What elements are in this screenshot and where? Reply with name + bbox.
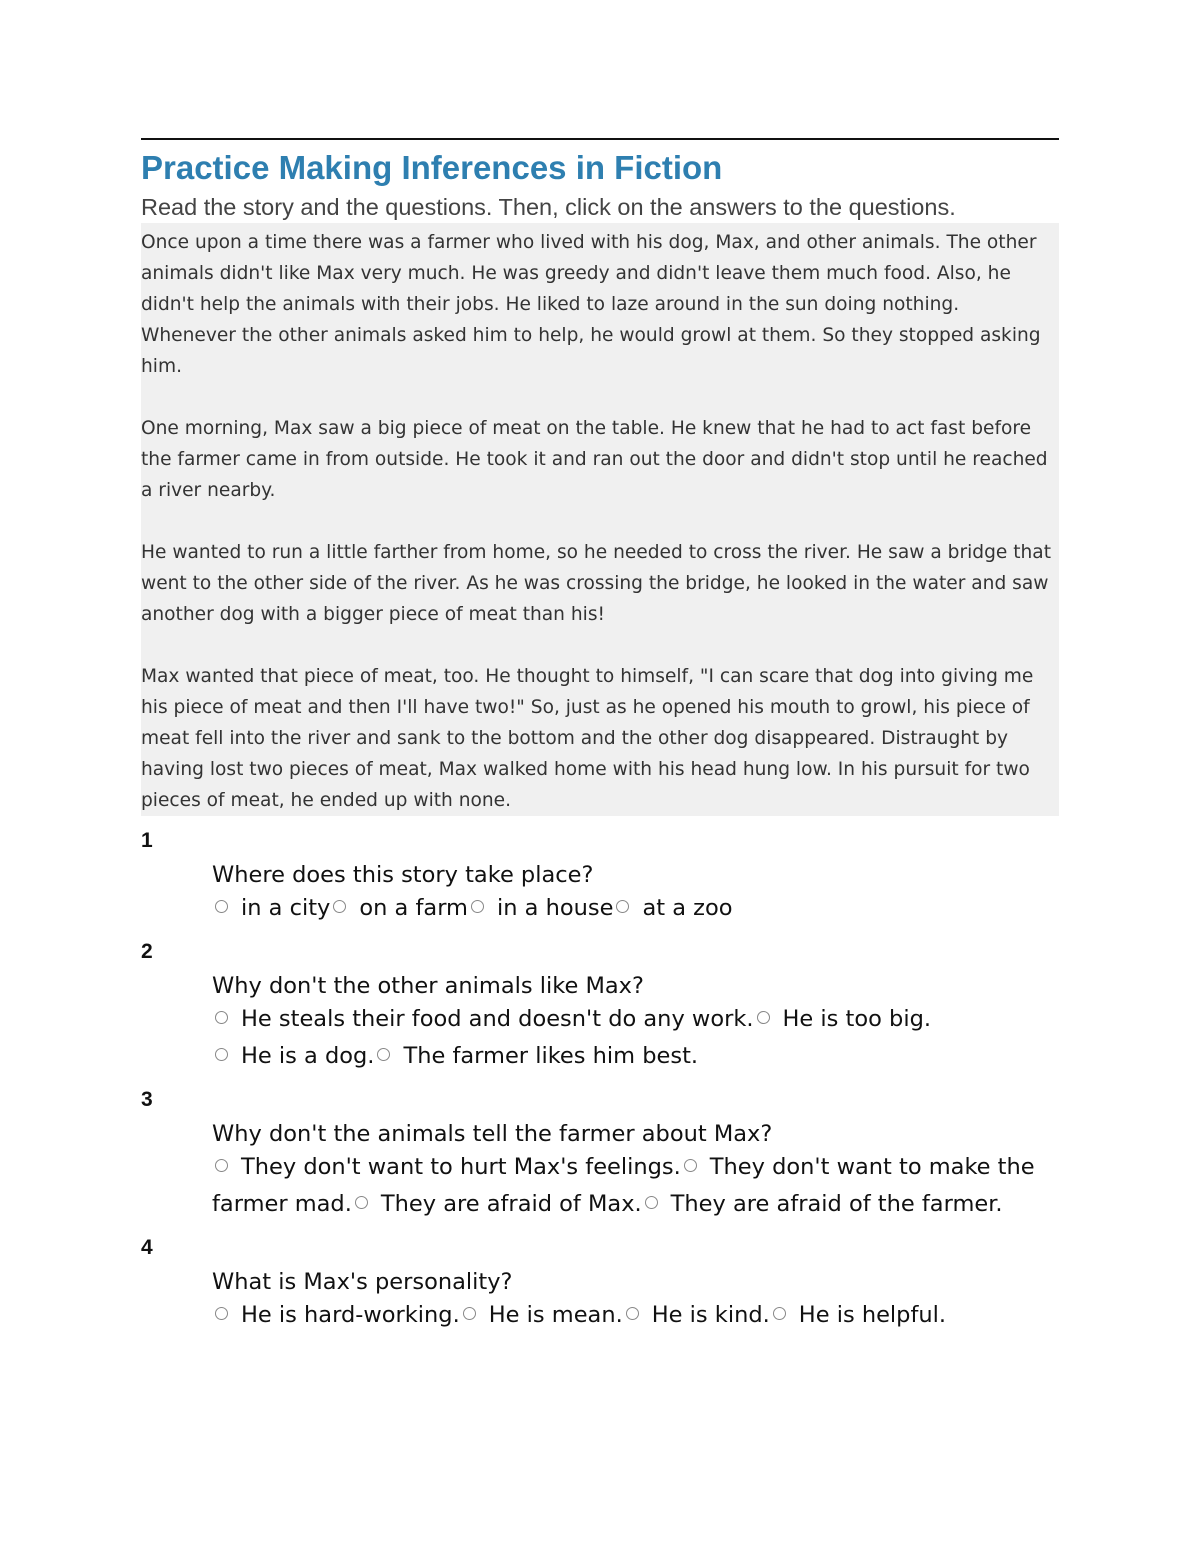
question-text: What is Max's personality? bbox=[212, 1269, 513, 1295]
answer-option[interactable] bbox=[212, 1154, 681, 1180]
answer-option[interactable] bbox=[212, 895, 330, 921]
instructions: Read the story and the questions. Then, click on the answers to the questions. bbox=[141, 194, 956, 220]
answer-option[interactable] bbox=[212, 1006, 754, 1032]
answer-label: They are afraid of the farmer. bbox=[670, 1191, 1003, 1217]
radio-button[interactable] bbox=[616, 900, 629, 913]
question-1 bbox=[141, 826, 1059, 927]
story-paragraph: Once upon a time there was a farmer who lived with his dog, Max, and other animals. The other animals didn't like Max very much. He was greedy and didn't leave them much food. Also, he didn't help the animals with their jobs. He liked to laze around in the sun doing nothing. Whenever the other animals asked him to help, he would growl at them. So they stopped asking him. bbox=[141, 232, 1041, 377]
answer-label: on a farm bbox=[359, 895, 468, 921]
answer-option[interactable] bbox=[330, 895, 468, 921]
radio-button[interactable] bbox=[215, 1011, 228, 1024]
radio-button[interactable] bbox=[773, 1307, 786, 1320]
answer-option[interactable] bbox=[770, 1302, 946, 1328]
answer-option[interactable] bbox=[460, 1302, 623, 1328]
radio-button[interactable] bbox=[645, 1196, 658, 1209]
question-text: Why don't the animals tell the farmer about Max? bbox=[212, 1121, 773, 1147]
answer-option[interactable] bbox=[613, 895, 732, 921]
answer-label: He is kind. bbox=[651, 1302, 770, 1328]
story-paragraph: Max wanted that piece of meat, too. He thought to himself, "I can scare that dog into giving me his piece of meat and then I'll have two!" So, just as he opened his mouth to growl, his piece of meat fell into the river and sank to the bottom and the other dog disappeared. Distraught by having lost two pieces of meat, Max walked home with his head hung low. In his pursuit for two pieces of meat, he ended up with none. bbox=[141, 666, 1034, 811]
radio-button[interactable] bbox=[215, 1048, 228, 1061]
answer-label: They don't want to make the farmer mad. bbox=[212, 1154, 1035, 1217]
answer-label: He is too big. bbox=[782, 1006, 932, 1032]
answer-options bbox=[212, 1297, 1059, 1334]
top-rule bbox=[141, 138, 1059, 140]
answer-label: He is hard-working. bbox=[241, 1302, 460, 1328]
answer-option[interactable] bbox=[468, 895, 613, 921]
story-paragraph: He wanted to run a little farther from home, so he needed to cross the river. He saw a bridge that went to the other side of the river. As he was crossing the bridge, he looked in the water and saw another dog with a bigger piece of meat than his! bbox=[141, 542, 1051, 625]
answer-options bbox=[212, 1001, 1059, 1075]
answer-option[interactable] bbox=[642, 1191, 1003, 1217]
radio-button[interactable] bbox=[215, 1159, 228, 1172]
answer-label: He is helpful. bbox=[798, 1302, 947, 1328]
answer-label: He is a dog. bbox=[241, 1043, 375, 1069]
answer-label: The farmer likes him best. bbox=[403, 1043, 699, 1069]
radio-button[interactable] bbox=[355, 1196, 368, 1209]
radio-button[interactable] bbox=[333, 900, 346, 913]
radio-button[interactable] bbox=[626, 1307, 639, 1320]
answer-option[interactable] bbox=[374, 1043, 698, 1069]
radio-button[interactable] bbox=[215, 900, 228, 913]
answer-label: They don't want to hurt Max's feelings. bbox=[241, 1154, 681, 1180]
question-3 bbox=[141, 1085, 1059, 1223]
question-number: 2 bbox=[141, 940, 153, 963]
radio-button[interactable] bbox=[463, 1307, 476, 1320]
question-number: 1 bbox=[141, 829, 153, 852]
question-text: Where does this story take place? bbox=[212, 862, 594, 888]
page-title: Practice Making Inferences in Fiction bbox=[141, 149, 723, 186]
story-passage bbox=[141, 223, 1059, 816]
radio-button[interactable] bbox=[215, 1307, 228, 1320]
radio-button[interactable] bbox=[471, 900, 484, 913]
question-4 bbox=[141, 1233, 1059, 1334]
answer-option[interactable] bbox=[623, 1302, 770, 1328]
story-paragraph: One morning, Max saw a big piece of meat on the table. He knew that he had to act fast before the farmer came in from outside. He took it and ran out the door and didn't stop until he reached a river nearby. bbox=[141, 418, 1048, 501]
question-number: 4 bbox=[141, 1236, 153, 1259]
answer-label: in a city bbox=[241, 895, 331, 921]
answer-option[interactable] bbox=[352, 1191, 642, 1217]
radio-button[interactable] bbox=[757, 1011, 770, 1024]
radio-button[interactable] bbox=[377, 1048, 390, 1061]
answer-option[interactable] bbox=[212, 1043, 374, 1069]
answer-label: in a house bbox=[496, 895, 614, 921]
answer-label: at a zoo bbox=[642, 895, 733, 921]
answer-option[interactable] bbox=[754, 1006, 932, 1032]
question-text: Why don't the other animals like Max? bbox=[212, 973, 644, 999]
answer-option[interactable] bbox=[212, 1302, 460, 1328]
radio-button[interactable] bbox=[684, 1159, 697, 1172]
answer-label: He is mean. bbox=[488, 1302, 623, 1328]
answer-options bbox=[212, 1149, 1059, 1223]
answer-label: They are afraid of Max. bbox=[380, 1191, 642, 1217]
answer-options bbox=[212, 890, 1059, 927]
worksheet bbox=[141, 138, 1059, 1334]
question-number: 3 bbox=[141, 1088, 153, 1111]
question-2 bbox=[141, 937, 1059, 1075]
answer-label: He steals their food and doesn't do any work. bbox=[241, 1006, 754, 1032]
